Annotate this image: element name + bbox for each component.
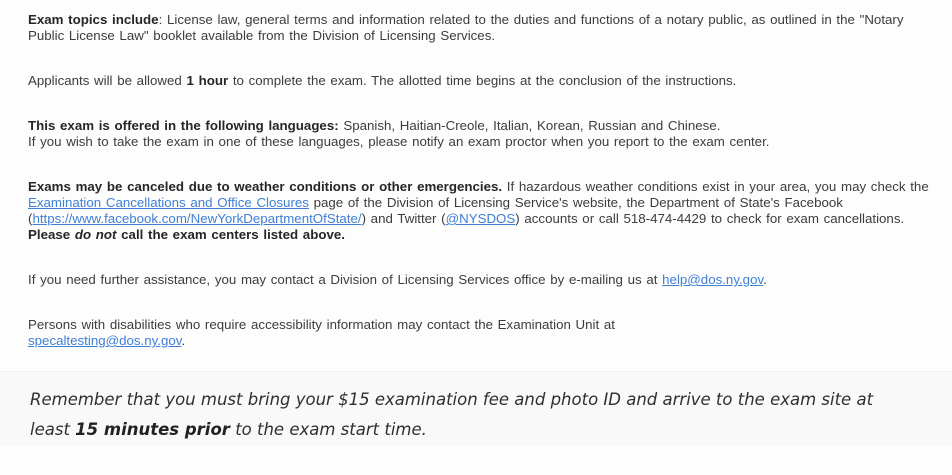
text-run: If you wish to take the exam in one of these languages, please notify an exam proctor when you report to the exam center. [28,134,770,149]
text-run: page of the Division of Licensing Service's website, the Department of State's Facebook ( [28,195,843,226]
facebook-url-link[interactable]: https://www.facebook.com/NewYorkDepartmentOfState/ [32,211,362,226]
text-run: Remember that you must bring your $15 examination fee and photo ID and arrive to the exam site at [30,390,874,409]
text-run: . [763,272,767,287]
examination-cancellations-link[interactable]: Examination Cancellations and Office Closures [28,195,309,210]
text-run: call the exam centers listed above. [116,227,345,242]
help-email-link[interactable]: help@dos.ny.gov [662,272,764,287]
text-run: Please [28,227,75,242]
text-run: do not [74,227,117,242]
paragraph-accessibility [28,317,932,349]
text-run: 1 hour [186,73,229,88]
paragraph-weather-cancellations [28,179,932,243]
paragraph-time-allowed [28,73,932,89]
special-testing-email-link[interactable]: specaltesting@dos.ny.gov [28,333,182,348]
text-run: ) accounts or call 518-474-4429 to check for exam cancellations. [515,211,905,226]
text-run: to complete the exam. The allotted time begins at the conclusion of the instructions. [228,73,737,88]
footer-reminder-band [0,371,952,446]
text-run: Spanish, Haitian-Creole, Italian, Korean, Russian and Chinese. [338,118,721,133]
text-run: Exams may be canceled due to weather conditions or other emergencies. [28,179,503,194]
text-run: least [30,420,76,439]
text-run: ) and Twitter ( [361,211,446,226]
text-run: to the exam start time. [229,420,427,439]
footer-reminder-note [0,372,952,445]
text-run: Applicants will be allowed [28,73,187,88]
text-run: : License law, general terms and information related to the duties and functions of a notary public, as outlined in the "Notary Public License Law" booklet available from the Division of Licensing Services. [28,12,904,43]
text-run: If hazardous weather conditions exist in your area, you may check the [502,179,929,194]
twitter-handle-link[interactable]: @NYSDOS [445,211,516,226]
paragraph-languages [28,118,932,150]
text-run: If you need further assistance, you may contact a Division of Licensing Services office by e-mailing us at [28,272,663,287]
text-run: 15 minutes prior [75,420,230,439]
text-run: Persons with disabilities who require accessibility information may contact the Examination Unit at [28,317,615,332]
paragraph-exam-topics [28,12,932,44]
paragraph-further-assistance [28,272,932,288]
text-run: This exam is offered in the following languages: [28,118,339,133]
text-run: . [181,333,186,348]
text-run: Exam topics include [28,12,159,27]
